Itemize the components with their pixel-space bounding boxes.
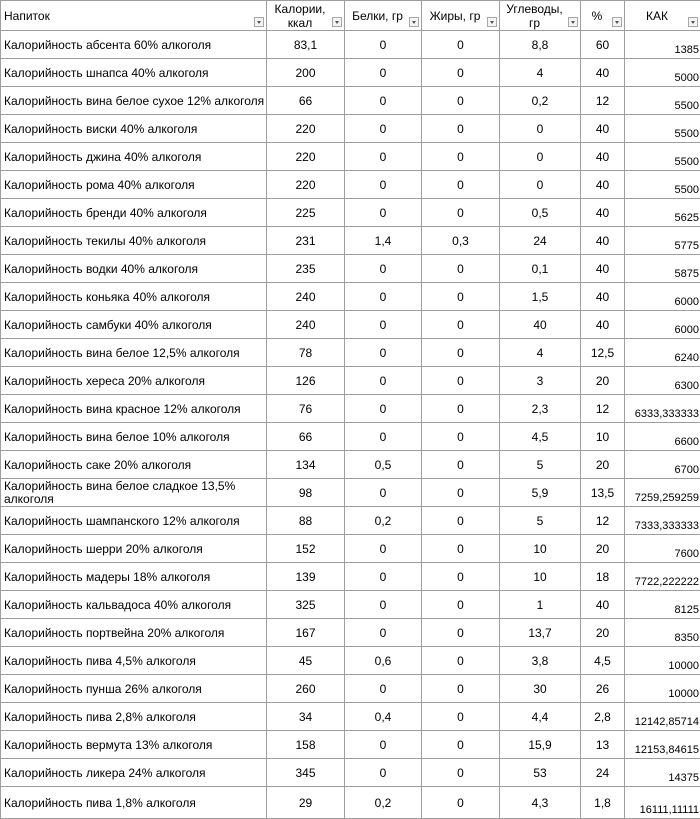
carbs-cell[interactable]: 15,9: [500, 731, 581, 759]
filter-dropdown-icon[interactable]: [487, 17, 497, 27]
kak-cell[interactable]: 10000: [625, 647, 700, 675]
carbs-cell[interactable]: 10: [500, 535, 581, 563]
protein-cell[interactable]: 0: [345, 311, 422, 339]
table-row: [1, 675, 700, 703]
carbs-cell[interactable]: 4: [500, 339, 581, 367]
protein-cell[interactable]: 0: [345, 143, 422, 171]
protein-cell[interactable]: 0,2: [345, 507, 422, 535]
kak-cell[interactable]: 16111,11111: [625, 787, 700, 819]
kak-cell[interactable]: 5625: [625, 199, 700, 227]
kak-cell[interactable]: 5500: [625, 171, 700, 199]
table-row: [1, 283, 700, 311]
drink-name-cell[interactable]: Калорийность портвейна 20% алкоголя: [1, 619, 267, 647]
percent-cell[interactable]: 20: [581, 619, 625, 647]
protein-cell[interactable]: 0: [345, 31, 422, 59]
kak-cell[interactable]: 6300: [625, 367, 700, 395]
kak-cell[interactable]: 6000: [625, 283, 700, 311]
carbs-cell[interactable]: 0: [500, 143, 581, 171]
fat-cell[interactable]: 0: [422, 395, 500, 423]
column-header-label: %: [581, 9, 624, 23]
carbs-cell[interactable]: 8,8: [500, 31, 581, 59]
protein-cell[interactable]: 0,2: [345, 787, 422, 819]
filter-dropdown-icon[interactable]: [332, 17, 342, 27]
drink-name-cell[interactable]: Калорийность мадеры 18% алкоголя: [1, 563, 267, 591]
percent-cell[interactable]: 40: [581, 115, 625, 143]
column-header-calories: [267, 1, 345, 31]
percent-cell[interactable]: 1,8: [581, 787, 625, 819]
fat-cell[interactable]: 0: [422, 367, 500, 395]
drink-name-cell[interactable]: Калорийность вермута 13% алкоголя: [1, 731, 267, 759]
table-row: [1, 339, 700, 367]
calories-cell[interactable]: 325: [267, 591, 345, 619]
carbs-cell[interactable]: 0,5: [500, 199, 581, 227]
filter-dropdown-icon[interactable]: [409, 17, 419, 27]
table-row: [1, 227, 700, 255]
percent-cell[interactable]: 24: [581, 759, 625, 787]
fat-cell[interactable]: 0: [422, 787, 500, 819]
percent-cell[interactable]: 12: [581, 87, 625, 115]
protein-cell[interactable]: 0: [345, 591, 422, 619]
kak-cell[interactable]: 8350: [625, 619, 700, 647]
table-row: [1, 787, 700, 819]
table-row: [1, 115, 700, 143]
carbs-cell[interactable]: 13,7: [500, 619, 581, 647]
protein-cell[interactable]: 0: [345, 395, 422, 423]
fat-cell[interactable]: 0: [422, 423, 500, 451]
protein-cell[interactable]: 0: [345, 255, 422, 283]
table-row: [1, 535, 700, 563]
carbs-cell[interactable]: 40: [500, 311, 581, 339]
protein-cell[interactable]: 0: [345, 283, 422, 311]
calories-cell[interactable]: 152: [267, 535, 345, 563]
table-row: [1, 59, 700, 87]
drink-name-cell[interactable]: Калорийность рома 40% алкоголя: [1, 171, 267, 199]
carbs-cell[interactable]: 0: [500, 171, 581, 199]
fat-cell[interactable]: 0: [422, 619, 500, 647]
protein-cell[interactable]: 0: [345, 563, 422, 591]
table-row: [1, 311, 700, 339]
carbs-cell[interactable]: 0,1: [500, 255, 581, 283]
carbs-cell[interactable]: 0,2: [500, 87, 581, 115]
carbs-cell[interactable]: 1,5: [500, 283, 581, 311]
kak-cell[interactable]: 5775: [625, 227, 700, 255]
protein-cell[interactable]: 0: [345, 87, 422, 115]
table-body: [1, 31, 700, 819]
fat-cell[interactable]: 0: [422, 479, 500, 507]
fat-cell[interactable]: 0: [422, 563, 500, 591]
table-row: [1, 255, 700, 283]
column-header-protein: [345, 1, 422, 31]
fat-cell[interactable]: 0: [422, 759, 500, 787]
column-header-label: Белки, гр: [345, 9, 421, 23]
kak-cell[interactable]: 12153,84615: [625, 731, 700, 759]
column-header-carbs: [500, 1, 581, 31]
percent-cell[interactable]: 20: [581, 535, 625, 563]
calories-cell[interactable]: 345: [267, 759, 345, 787]
kak-cell[interactable]: 7722,222222: [625, 563, 700, 591]
percent-cell[interactable]: 2,8: [581, 703, 625, 731]
kak-cell[interactable]: 5500: [625, 143, 700, 171]
fat-cell[interactable]: 0: [422, 731, 500, 759]
kak-cell[interactable]: 6240: [625, 339, 700, 367]
calories-cell[interactable]: 240: [267, 311, 345, 339]
calories-cell[interactable]: 240: [267, 283, 345, 311]
carbs-cell[interactable]: 30: [500, 675, 581, 703]
filter-dropdown-icon[interactable]: [688, 17, 698, 27]
percent-cell[interactable]: 13,5: [581, 479, 625, 507]
kak-cell[interactable]: 6700: [625, 451, 700, 479]
drink-name-cell[interactable]: Калорийность шерри 20% алкоголя: [1, 535, 267, 563]
drink-name-cell[interactable]: Калорийность пива 4,5% алкоголя: [1, 647, 267, 675]
carbs-cell[interactable]: 5,9: [500, 479, 581, 507]
protein-cell[interactable]: 0: [345, 675, 422, 703]
calories-cell[interactable]: 139: [267, 563, 345, 591]
percent-cell[interactable]: 4,5: [581, 647, 625, 675]
fat-cell[interactable]: 0: [422, 675, 500, 703]
carbs-cell[interactable]: 0: [500, 115, 581, 143]
drink-name-cell[interactable]: Калорийность виски 40% алкоголя: [1, 115, 267, 143]
protein-cell[interactable]: 0: [345, 115, 422, 143]
drink-name-cell[interactable]: Калорийность текилы 40% алкоголя: [1, 227, 267, 255]
drink-name-cell[interactable]: Калорийность вина красное 12% алкоголя: [1, 395, 267, 423]
percent-cell[interactable]: 60: [581, 31, 625, 59]
kak-cell[interactable]: 8125: [625, 591, 700, 619]
calories-cell[interactable]: 98: [267, 479, 345, 507]
protein-cell[interactable]: 0: [345, 339, 422, 367]
fat-cell[interactable]: 0: [422, 143, 500, 171]
fat-cell[interactable]: 0: [422, 535, 500, 563]
percent-cell[interactable]: 12: [581, 395, 625, 423]
drink-name-cell[interactable]: Калорийность пива 2,8% алкоголя: [1, 703, 267, 731]
column-header-label: Напиток: [1, 9, 266, 23]
drink-name-cell[interactable]: Калорийность кальвадоса 40% алкоголя: [1, 591, 267, 619]
table-row: [1, 731, 700, 759]
percent-cell[interactable]: 20: [581, 367, 625, 395]
column-header-label: КАК: [625, 9, 700, 23]
kak-cell[interactable]: 5875: [625, 255, 700, 283]
fat-cell[interactable]: 0: [422, 283, 500, 311]
fat-cell[interactable]: 0: [422, 255, 500, 283]
column-header-drink: [1, 1, 267, 31]
table-row: [1, 87, 700, 115]
filter-dropdown-icon[interactable]: [254, 17, 264, 27]
protein-cell[interactable]: 0: [345, 731, 422, 759]
protein-cell[interactable]: 1,4: [345, 227, 422, 255]
carbs-cell[interactable]: 1: [500, 591, 581, 619]
kak-cell[interactable]: 5500: [625, 87, 700, 115]
drink-name-cell[interactable]: Калорийность ликера 24% алкоголя: [1, 759, 267, 787]
carbs-cell[interactable]: 4,3: [500, 787, 581, 819]
drink-name-cell[interactable]: Калорийность водки 40% алкоголя: [1, 255, 267, 283]
fat-cell[interactable]: 0: [422, 171, 500, 199]
fat-cell[interactable]: 0,3: [422, 227, 500, 255]
kak-cell[interactable]: 1385: [625, 31, 700, 59]
table-row: [1, 479, 700, 507]
drink-name-cell[interactable]: Калорийность вина белое сухое 12% алкоголя: [1, 87, 267, 115]
protein-cell[interactable]: 0,5: [345, 451, 422, 479]
kak-cell[interactable]: 6600: [625, 423, 700, 451]
calories-cell[interactable]: 167: [267, 619, 345, 647]
drink-name-cell[interactable]: Калорийность вина белое 10% алкоголя: [1, 423, 267, 451]
calories-cell[interactable]: 34: [267, 703, 345, 731]
carbs-cell[interactable]: 5: [500, 507, 581, 535]
drink-name-cell[interactable]: Калорийность вина белое 12,5% алкоголя: [1, 339, 267, 367]
kak-cell[interactable]: 6333,333333: [625, 395, 700, 423]
carbs-cell[interactable]: 4,5: [500, 423, 581, 451]
table-row: [1, 395, 700, 423]
percent-cell[interactable]: 12,5: [581, 339, 625, 367]
table-row: [1, 507, 700, 535]
drink-name-cell[interactable]: Калорийность хереса 20% алкоголя: [1, 367, 267, 395]
percent-cell[interactable]: 20: [581, 451, 625, 479]
percent-cell[interactable]: 26: [581, 675, 625, 703]
kak-cell[interactable]: 5000: [625, 59, 700, 87]
protein-cell[interactable]: 0,6: [345, 647, 422, 675]
header-row: [1, 1, 700, 31]
carbs-cell[interactable]: 5: [500, 451, 581, 479]
percent-cell[interactable]: 40: [581, 311, 625, 339]
calories-cell[interactable]: 235: [267, 255, 345, 283]
table-row: [1, 423, 700, 451]
kak-cell[interactable]: 6000: [625, 311, 700, 339]
percent-cell[interactable]: 12: [581, 507, 625, 535]
column-header-label: Жиры, гр: [422, 9, 499, 23]
percent-cell[interactable]: 40: [581, 591, 625, 619]
calories-cell[interactable]: 134: [267, 451, 345, 479]
protein-cell[interactable]: 0: [345, 423, 422, 451]
table-row: [1, 759, 700, 787]
fat-cell[interactable]: 0: [422, 647, 500, 675]
calories-cell[interactable]: 83,1: [267, 31, 345, 59]
drink-name-cell[interactable]: Калорийность бренди 40% алкоголя: [1, 199, 267, 227]
drink-name-cell[interactable]: Калорийность пива 1,8% алкоголя: [1, 787, 267, 819]
percent-cell[interactable]: 40: [581, 143, 625, 171]
column-header-percent: [581, 1, 625, 31]
fat-cell[interactable]: 0: [422, 115, 500, 143]
fat-cell[interactable]: 0: [422, 199, 500, 227]
protein-cell[interactable]: 0: [345, 367, 422, 395]
table-row: [1, 647, 700, 675]
table-row: [1, 703, 700, 731]
drink-name-cell[interactable]: Калорийность шнапса 40% алкоголя: [1, 59, 267, 87]
percent-cell[interactable]: 18: [581, 563, 625, 591]
percent-cell[interactable]: 40: [581, 199, 625, 227]
table-row: [1, 619, 700, 647]
protein-cell[interactable]: 0: [345, 535, 422, 563]
calories-cell[interactable]: 45: [267, 647, 345, 675]
calories-cell[interactable]: 76: [267, 395, 345, 423]
column-header-fat: [422, 1, 500, 31]
fat-cell[interactable]: 0: [422, 339, 500, 367]
calories-cell[interactable]: 231: [267, 227, 345, 255]
protein-cell[interactable]: 0: [345, 199, 422, 227]
calories-cell[interactable]: 66: [267, 423, 345, 451]
fat-cell[interactable]: 0: [422, 451, 500, 479]
carbs-cell[interactable]: 2,3: [500, 395, 581, 423]
table-row: [1, 591, 700, 619]
table-row: [1, 143, 700, 171]
protein-cell[interactable]: 0: [345, 59, 422, 87]
drink-name-cell[interactable]: Калорийность шампанского 12% алкоголя: [1, 507, 267, 535]
fat-cell[interactable]: 0: [422, 507, 500, 535]
carbs-cell[interactable]: 4: [500, 59, 581, 87]
calories-cell[interactable]: 66: [267, 87, 345, 115]
fat-cell[interactable]: 0: [422, 31, 500, 59]
table-row: [1, 199, 700, 227]
calories-cell[interactable]: 220: [267, 171, 345, 199]
protein-cell[interactable]: 0: [345, 479, 422, 507]
carbs-cell[interactable]: 3: [500, 367, 581, 395]
protein-cell[interactable]: 0: [345, 619, 422, 647]
filter-dropdown-icon[interactable]: [568, 17, 578, 27]
carbs-cell[interactable]: 10: [500, 563, 581, 591]
calories-cell[interactable]: 260: [267, 675, 345, 703]
drink-name-cell[interactable]: Калорийность самбуки 40% алкоголя: [1, 311, 267, 339]
kak-cell[interactable]: 7600: [625, 535, 700, 563]
fat-cell[interactable]: 0: [422, 591, 500, 619]
calories-cell[interactable]: 220: [267, 143, 345, 171]
kak-cell[interactable]: 14375: [625, 759, 700, 787]
kak-cell[interactable]: 12142,85714: [625, 703, 700, 731]
kak-cell[interactable]: 7259,259259: [625, 479, 700, 507]
protein-cell[interactable]: 0,4: [345, 703, 422, 731]
carbs-cell[interactable]: 53: [500, 759, 581, 787]
calories-cell[interactable]: 78: [267, 339, 345, 367]
column-header-label: Калории, ккал: [267, 2, 344, 30]
drink-name-cell[interactable]: Калорийность абсента 60% алкоголя: [1, 31, 267, 59]
calories-cell[interactable]: 29: [267, 787, 345, 819]
calories-cell[interactable]: 158: [267, 731, 345, 759]
fat-cell[interactable]: 0: [422, 311, 500, 339]
table-row: [1, 367, 700, 395]
drink-name-cell[interactable]: Калорийность пунша 26% алкоголя: [1, 675, 267, 703]
drink-name-cell[interactable]: Калорийность саке 20% алкоголя: [1, 451, 267, 479]
fat-cell[interactable]: 0: [422, 703, 500, 731]
percent-cell[interactable]: 10: [581, 423, 625, 451]
table-row: [1, 451, 700, 479]
fat-cell[interactable]: 0: [422, 87, 500, 115]
carbs-cell[interactable]: 3,8: [500, 647, 581, 675]
drink-name-cell[interactable]: Калорийность коньяка 40% алкоголя: [1, 283, 267, 311]
percent-cell[interactable]: 40: [581, 59, 625, 87]
percent-cell[interactable]: 40: [581, 255, 625, 283]
carbs-cell[interactable]: 24: [500, 227, 581, 255]
column-header-kak: [625, 1, 700, 31]
column-header-label: Углеводы, гр: [500, 2, 580, 30]
calories-cell[interactable]: 200: [267, 59, 345, 87]
kak-cell[interactable]: 7333,333333: [625, 507, 700, 535]
table-row: [1, 171, 700, 199]
carbs-cell[interactable]: 4,4: [500, 703, 581, 731]
filter-dropdown-icon[interactable]: [612, 17, 622, 27]
percent-cell[interactable]: 40: [581, 227, 625, 255]
fat-cell[interactable]: 0: [422, 59, 500, 87]
kak-cell[interactable]: 5500: [625, 115, 700, 143]
kak-cell[interactable]: 10000: [625, 675, 700, 703]
calories-cell[interactable]: 126: [267, 367, 345, 395]
drink-name-cell[interactable]: Калорийность вина белое сладкое 13,5% алкоголя: [1, 479, 267, 507]
calories-cell[interactable]: 225: [267, 199, 345, 227]
percent-cell[interactable]: 13: [581, 731, 625, 759]
protein-cell[interactable]: 0: [345, 759, 422, 787]
calories-cell[interactable]: 88: [267, 507, 345, 535]
calories-cell[interactable]: 220: [267, 115, 345, 143]
drink-name-cell[interactable]: Калорийность джина 40% алкоголя: [1, 143, 267, 171]
protein-cell[interactable]: 0: [345, 171, 422, 199]
percent-cell[interactable]: 40: [581, 283, 625, 311]
percent-cell[interactable]: 40: [581, 171, 625, 199]
table-row: [1, 563, 700, 591]
table-row: [1, 31, 700, 59]
